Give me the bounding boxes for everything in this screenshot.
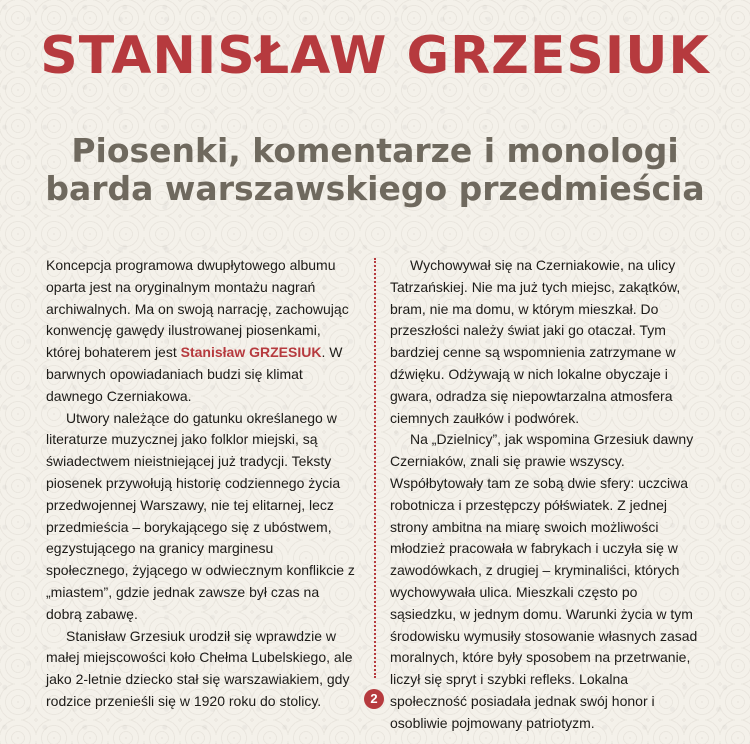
left-paragraph-1 — [46, 255, 356, 408]
page-title: STANISŁAW GRZESIUK — [40, 26, 710, 86]
right-paragraph-2: Na „Dzielnicy”, jak wspomina Grzesiuk dawny Czerniaków, znali się prawie wszyscy. Współbytowały tam ze sobą dwie sfery: uczciwa robotnicza i przestępczy półświatek. Z jednej strony ambitna na miarę swoich możliwości młodzież pracowała w fabrykach i uczyła się w zawodówkach, z drugiej – kryminaliści, których wychowywała ulica. Mieszkali często po sąsiedzku, w jednym domu. Warunki życia w tym środowisku wymusiły stosowanie własnych zasad moralnych, które były sposobem na przetrwanie, liczył się spryt i szybki refleks. Lokalna społeczność posiadała jednak swój honor i osobliwie pojmowany patriotyzm. — [390, 431, 698, 731]
left-column — [46, 255, 356, 713]
artist-name-highlight: Stanisław GRZESIUK — [180, 344, 322, 361]
subtitle-line-2: barda warszawskiego przedmieścia — [45, 169, 705, 208]
column-divider — [374, 258, 376, 678]
left-paragraph-1-text-2: . W barwnych opowiadaniach budzi się klimat dawnego Czerniakowa. — [46, 344, 343, 404]
left-paragraph-2: Utwory należące do gatunku określanego w literaturze muzycznej jako folklor miejski, są świadectwem nieistniejącej już tradycji. Teksty piosenek przywołują historię codziennego życia przedwojennej Warszawy, nie tej elitarnej, lecz przedmieścia – borykającego się z ubóstwem, egzystującego na granicy marginesu społecznego, żyjącego w odwiecznym konflikcie z „miastem”, gdzie jednak zawsze był czas na dobrą zabawę. — [46, 409, 355, 622]
subtitle — [0, 132, 750, 208]
right-paragraph-1: Wychowywał się na Czerniakowie, na ulicy Tatrzańskiej. Nie ma już tych miejsc, zakątków, bram, nie ma domu, w którym mieszkał. Do przeszłości należy świat jaki go otaczał. Tym bardziej cenne są wspomnienia zatrzymane w dźwięku. Odżywają w nich lokalne obyczaje i gwara, odradza się niepowtarzalna atmosfera ciemnych zaułków i podwórek. — [390, 257, 681, 426]
left-paragraph-3: Stanisław Grzesiuk urodził się wprawdzie w małej miejscowości koło Chełma Lubelskiego, ale jako 2-letnie dziecko stał się warszawiakiem, gdy rodzice przenieśli się w 1920 roku do stolicy. — [46, 627, 353, 709]
subtitle-line-1: Piosenki, komentarze i monologi — [71, 131, 679, 170]
page-number-badge: 2 — [364, 689, 384, 709]
right-column — [390, 255, 700, 735]
left-paragraph-1-text-1: Koncepcja programowa dwupłytowego albumu oparta jest na oryginalnym montażu nagrań archiwalnych. Ma on swoją narrację, zachowując konwencję gawędy ilustrowanej piosenkami, której bohaterem jest — [46, 257, 349, 361]
